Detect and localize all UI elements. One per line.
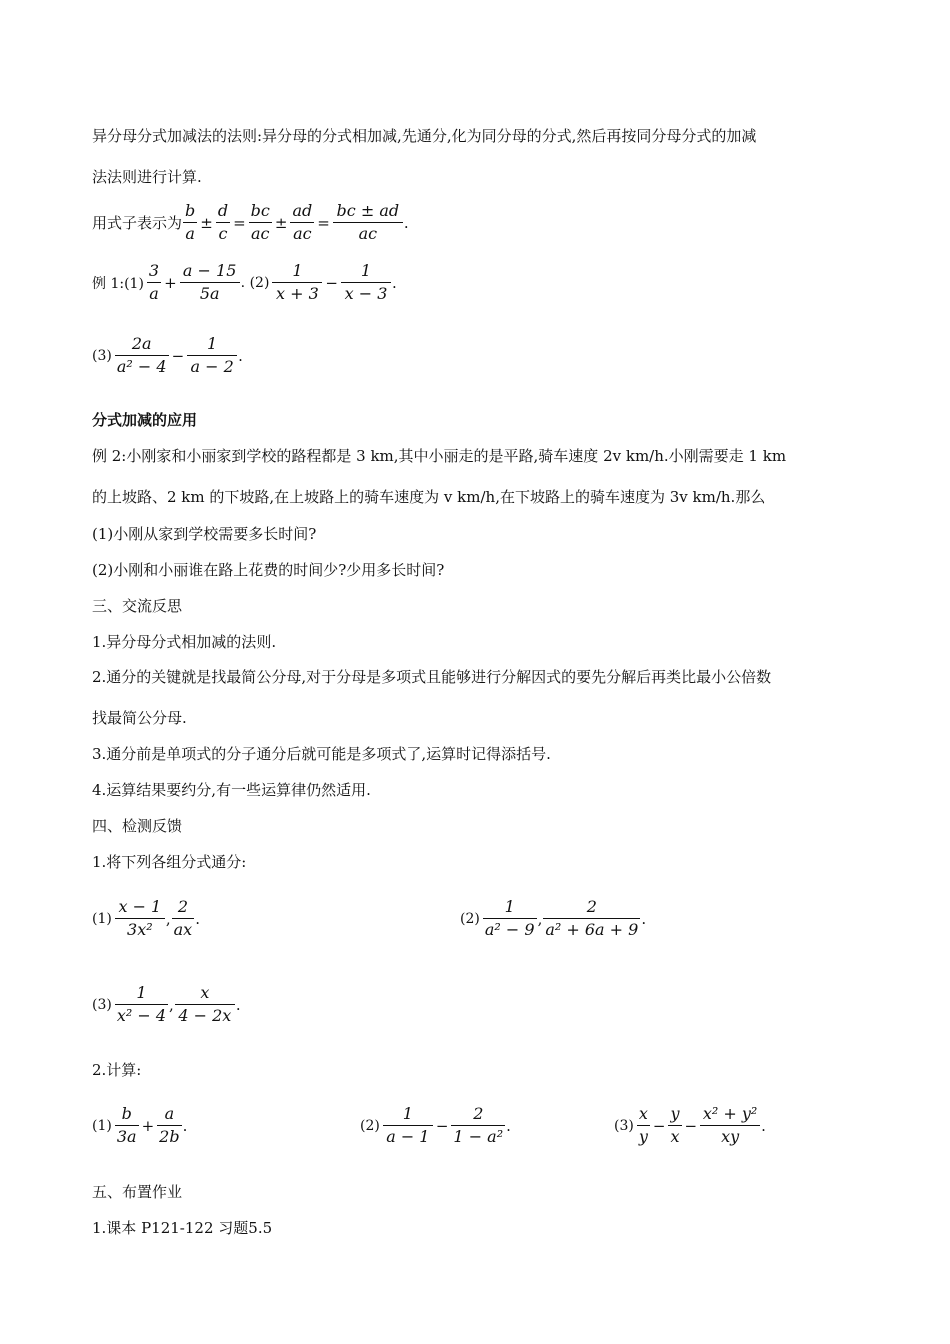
formula-prefix: 用式子表示为	[92, 214, 183, 232]
fraction: $\frac{2a}{\text{a² − 4}}$	[116, 334, 167, 376]
operator: −	[325, 273, 338, 292]
reflect-item: 3.通分前是单项式的分子通分后就可能是多项式了,运算时记得添括号.	[92, 745, 551, 763]
item-label: (1)	[92, 910, 112, 927]
example-1-row-2	[92, 333, 243, 378]
operator: ±	[200, 213, 213, 232]
problem-1-3	[92, 982, 241, 1027]
fraction: $\frac{2}{\text{a² + 6a + 9}}$	[545, 897, 639, 939]
period: .	[403, 213, 409, 232]
fraction: $\frac{a}{2b}$	[159, 1104, 180, 1146]
fraction: $\frac{b}{3a}$	[116, 1104, 137, 1146]
problem-2-2	[360, 1103, 511, 1148]
fraction: $\frac{y}{x}$	[670, 1104, 680, 1146]
item-label: (2)	[460, 910, 480, 927]
reflect-item: 4.运算结果要约分,有一些运算律仍然适用.	[92, 781, 371, 799]
fraction: $\frac{3}{a}$	[148, 261, 160, 303]
problem-2-1	[92, 1103, 187, 1148]
period: .	[391, 273, 397, 292]
fraction: $\frac{2}{\text{1 − a²}}$	[453, 1104, 504, 1146]
fraction: $\frac{b}{a}$	[185, 201, 196, 243]
section-heading: 四、检测反馈	[92, 817, 183, 835]
problem-1-2	[460, 896, 646, 941]
reflect-item: 1.异分母分式相加减的法则.	[92, 633, 277, 651]
question-1: (1)小刚从家到学校需要多长时间?	[92, 525, 317, 543]
fraction: $\frac{1}{a - 1}$	[383, 1103, 433, 1148]
reflect-item: 2.通分的关键就是找最简公分母,对于分母是多项式且能够进行分解因式的要先分解后再类比最小公倍数	[92, 668, 772, 686]
operator: +	[164, 273, 177, 292]
separator: ,	[169, 995, 174, 1014]
operator: =	[317, 213, 330, 232]
fraction: $\frac{bc}{ac}$	[250, 201, 270, 243]
item-label: (2)	[360, 1117, 380, 1134]
period: .	[235, 995, 241, 1014]
section-heading: 分式加减的应用	[92, 411, 198, 429]
period: .	[195, 909, 200, 928]
section-heading: 五、布置作业	[92, 1183, 183, 1201]
period: .	[761, 1116, 766, 1135]
period: .	[641, 909, 647, 928]
operator: ±	[274, 213, 288, 232]
item-label: (3)	[92, 996, 112, 1013]
example-1-row-1	[92, 260, 397, 305]
fraction: $\frac{x}{4 - 2x}$	[175, 982, 235, 1027]
fraction: $\frac{1}{\text{x² − 4}}$	[116, 983, 167, 1025]
fraction: $\frac{1}{a - 2}$	[187, 333, 237, 378]
fraction: $\frac{1}{x + 3}$	[272, 260, 322, 305]
fraction: $\frac{x - 1}{\text{3x²}}$	[115, 896, 165, 941]
section-heading: 三、交流反思	[92, 597, 183, 615]
operator: =	[233, 213, 246, 232]
operator: +	[141, 1116, 155, 1135]
fraction: $\frac{a - 15}{5a}$	[180, 260, 240, 305]
task-1-title: 1.将下列各组分式通分:	[92, 853, 247, 871]
rule-line-2: 法法则进行计算.	[92, 168, 202, 186]
homework-item: 1.课本 P121-122 习题5.5	[92, 1219, 273, 1237]
operator: −	[171, 346, 185, 365]
example-2-line-2: 的上坡路、2 km 的下坡路,在上坡路上的骑车速度为 v km/h,在下坡路上的骑车速度为 3v km/h.那么	[92, 488, 766, 506]
fraction: $\frac{1}{x - 3}$	[341, 260, 391, 305]
example-label: 例 1:(1)	[92, 275, 144, 292]
problem-1-1	[92, 896, 200, 941]
operator: −	[435, 1116, 449, 1135]
fraction: $\frac{d}{c}$	[217, 201, 229, 243]
item-label: . (2)	[240, 274, 270, 291]
item-label: (3)	[92, 347, 112, 364]
example-2-line-1: 例 2:小刚家和小丽家到学校的路程都是 3 km,其中小丽走的是平路,骑车速度 2v km/h.小刚需要走 1 km	[92, 447, 787, 465]
fraction: $\frac{bc \pm ad}{ac}$	[333, 200, 403, 245]
separator: ,	[537, 909, 543, 928]
reflect-item: 找最简公分母.	[92, 709, 187, 727]
fraction: $\frac{\text{x² + y²}}{xy}$	[700, 1103, 760, 1148]
operator: −	[652, 1116, 666, 1135]
fraction: $\frac{ad}{ac}$	[292, 201, 313, 243]
item-label: (3)	[614, 1117, 634, 1134]
operator: −	[684, 1116, 698, 1135]
task-2-title: 2.计算:	[92, 1061, 142, 1079]
rule-formula	[92, 200, 409, 245]
problem-2-3	[614, 1103, 766, 1148]
question-2: (2)小刚和小丽谁在路上花费的时间少?少用多长时间?	[92, 561, 445, 579]
period: .	[238, 346, 243, 365]
separator: ,	[165, 909, 171, 928]
item-label: (1)	[92, 1117, 112, 1134]
fraction: $\frac{x}{y}$	[638, 1104, 648, 1146]
period: .	[182, 1116, 188, 1135]
rule-line-1: 异分母分式加减法的法则:异分母的分式相加减,先通分,化为同分母的分式,然后再按同分母分式的加减	[92, 127, 757, 145]
period: .	[506, 1116, 511, 1135]
fraction: $\frac{2}{ax}$	[173, 897, 193, 939]
fraction: $\frac{1}{\text{a² − 9}}$	[484, 897, 535, 939]
